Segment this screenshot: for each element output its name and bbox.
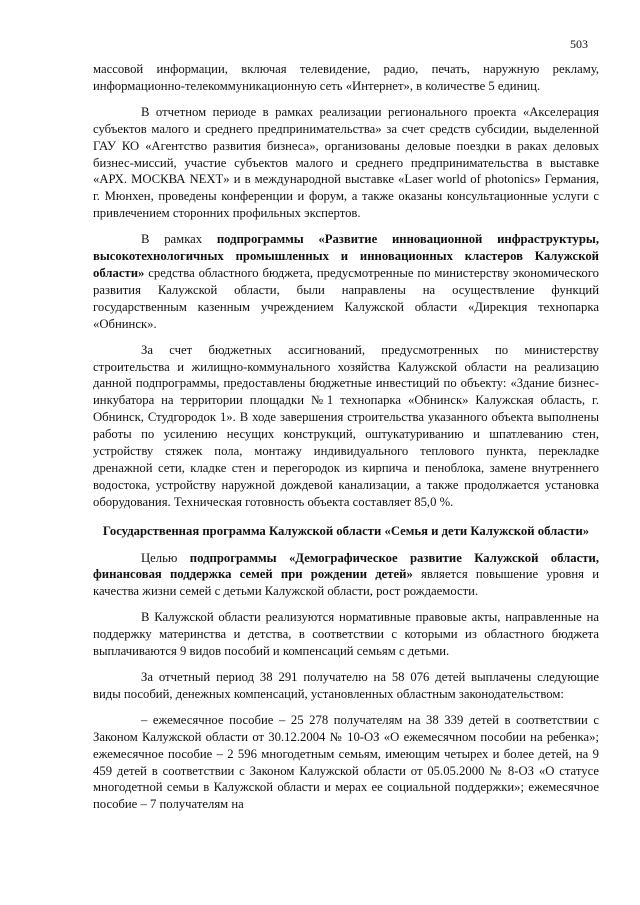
section-heading: Государственная программа Калужской области «Семья и дети Калужской области»	[102, 523, 590, 538]
paragraph-legal-acts: В Калужской области реализуются нормативные правовые акты, направленные на поддержку материнства и детства, в соответствии с которыми из областного бюджета выплачиваются 9 видов пособий и компенсаций семьям с детьми.	[93, 610, 599, 659]
paragraph-reporting-period: За отчетный период 38 291 получателю на 58 076 детей выплачены следующие виды пособий, денежных компенсаций, установленных областным законодательством:	[93, 670, 599, 701]
subprogram-title: подпрограммы «Демографическое развитие Калужской области, финансовая поддержка семей при рождении детей»	[93, 550, 599, 582]
text-lead: В рамках	[141, 232, 217, 247]
document-body	[93, 61, 599, 813]
paragraph-monthly-allowance: – ежемесячное пособие – 25 278 получателям на 38 339 детей в соответствии с Законом Калужской области от 30.12.2004 № 10-ОЗ «О ежемесячном пособии на ребенка»; ежемесячное пособие – 2 596 многодетным семьям, имеющим четырех и более детей, на 9 459 детей в соответствии с Законом Калужской области от 05.05.2000 № 8-ОЗ «О статусе многодетной семьи в Калужской области и мерах ее социальной поддержки»; ежемесячное пособие – 7 получателям на	[93, 712, 599, 812]
paragraph-demographic-subprogram	[93, 550, 599, 601]
text-lead: Целью	[141, 550, 190, 565]
paragraph-innovation-subprogram	[93, 231, 599, 332]
subprogram-title: подпрограммы «Развитие инновационной инфраструктуры, высокотехнологичных промышленных и инновационных кластеров Калужской области»	[93, 232, 599, 280]
page-number: 503	[570, 37, 588, 51]
text-rest: средства областного бюджета, предусмотренные по министерству экономического развития Калужской области, были направлены на осуществление функций государственным казенным учреждением Калужской области «Дирекция технопарка «Обнинск».	[93, 265, 599, 331]
text-rest: является повышение уровня и качества жизни семей с детьми Калужской области, рост рождаемости.	[93, 567, 599, 599]
paragraph-business-incubator: За счет бюджетных ассигнований, предусмотренных по министерству строительства и жилищно-коммунального хозяйства Калужской области на реализацию данной подпрограммы, предоставлены бюджетные инвестиций по объекту: «Здание бизнес-инкубатора на территории площадки №1 технопарка «Обнинск» Калужская область, г. Обнинск, Студгородок 1». В ходе завершения строительства указанного объекта выполнены работы по усилению несущих конструкций, оштукатуриванию и шпатлеванию стен, устройству стяжек пола, монтажу индивидуального теплового пункта, перекладке дренажной сети, кладке стен и перегородок из кирпича и пеноблока, замене внутреннего водостока, устройству наружной дождевой канализации, а также продолжается установка оборудования. Техническая готовность объекта составляет 85,0 %.	[93, 342, 599, 509]
paragraph-media: массовой информации, включая телевидение, радио, печать, наружную рекламу, информационно-телекоммуникационную сеть «Интернет», в количестве 5 единиц.	[93, 62, 599, 93]
paragraph-acceleration-project: В отчетном периоде в рамках реализации регионального проекта «Акселерация субъектов малого и среднего предпринимательства» за счет средств субсидии, выделенной ГАУ КО «Агентство развития бизнеса», организованы деловые поездки в раках деловых бизнес-миссий, участие субъектов малого и среднего предпринимательства в выставке «АРХ. МОСКВА NEXT» и в международной выставке «Laser world of photonics» Германия, г. Мюнхен, проведены конференции и форум, а также оказаны консультационные услуги с привлечением сторонних профильных экспертов.	[93, 104, 599, 221]
